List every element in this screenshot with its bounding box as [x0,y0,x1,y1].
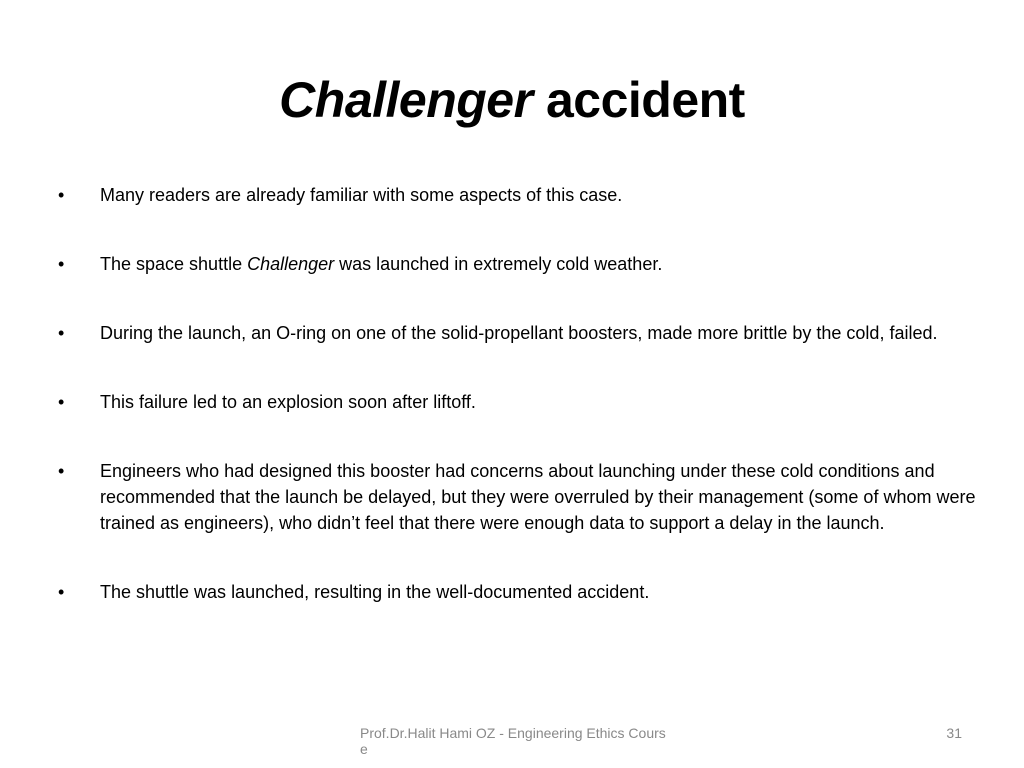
bullet-dot: • [58,185,65,205]
bullet-text-post: was launched in extremely cold weather. [334,254,663,274]
bullet-list [56,182,976,648]
bullet-item [56,251,976,277]
bullet-dot: • [58,323,65,343]
bullet-dot: • [58,254,65,274]
slide-title [0,66,1024,134]
bullet-dot: • [58,392,65,412]
bullet-item [56,389,976,415]
bullet-item [56,320,976,346]
slide-title-italic: Challenger [279,72,533,128]
bullet-dot: • [58,461,65,481]
bullet-dot: • [58,582,65,602]
bullet-text: This failure led to an explosion soon after liftoff. [100,392,476,412]
bullet-text: The shuttle was launched, resulting in the well-documented accident. [100,582,650,602]
bullet-text: The space shuttle [100,254,248,274]
bullet-text: Many readers are already familiar with some aspects of this case. [100,185,623,205]
slide-footer: Prof.Dr.Halit Hami OZ - Engineering Ethics Course [360,725,666,757]
bullet-item [56,458,976,536]
bullet-item [56,182,976,208]
bullet-item [56,579,976,605]
bullet-text-italic: Challenger [247,254,335,274]
slide-number: 31 [946,725,962,741]
bullet-text: During the launch, an O-ring on one of the solid-propellant boosters, made more brittle by the cold, failed. [100,323,938,343]
slide-title-rest: accident [532,72,745,128]
bullet-text: Engineers who had designed this booster had concerns about launching under these cold conditions and recommended that the launch be delayed, but they were overruled by their management (some of whom were trained as engineers), who didn’t feel that there were enough data to support a delay in the launch. [100,461,976,533]
